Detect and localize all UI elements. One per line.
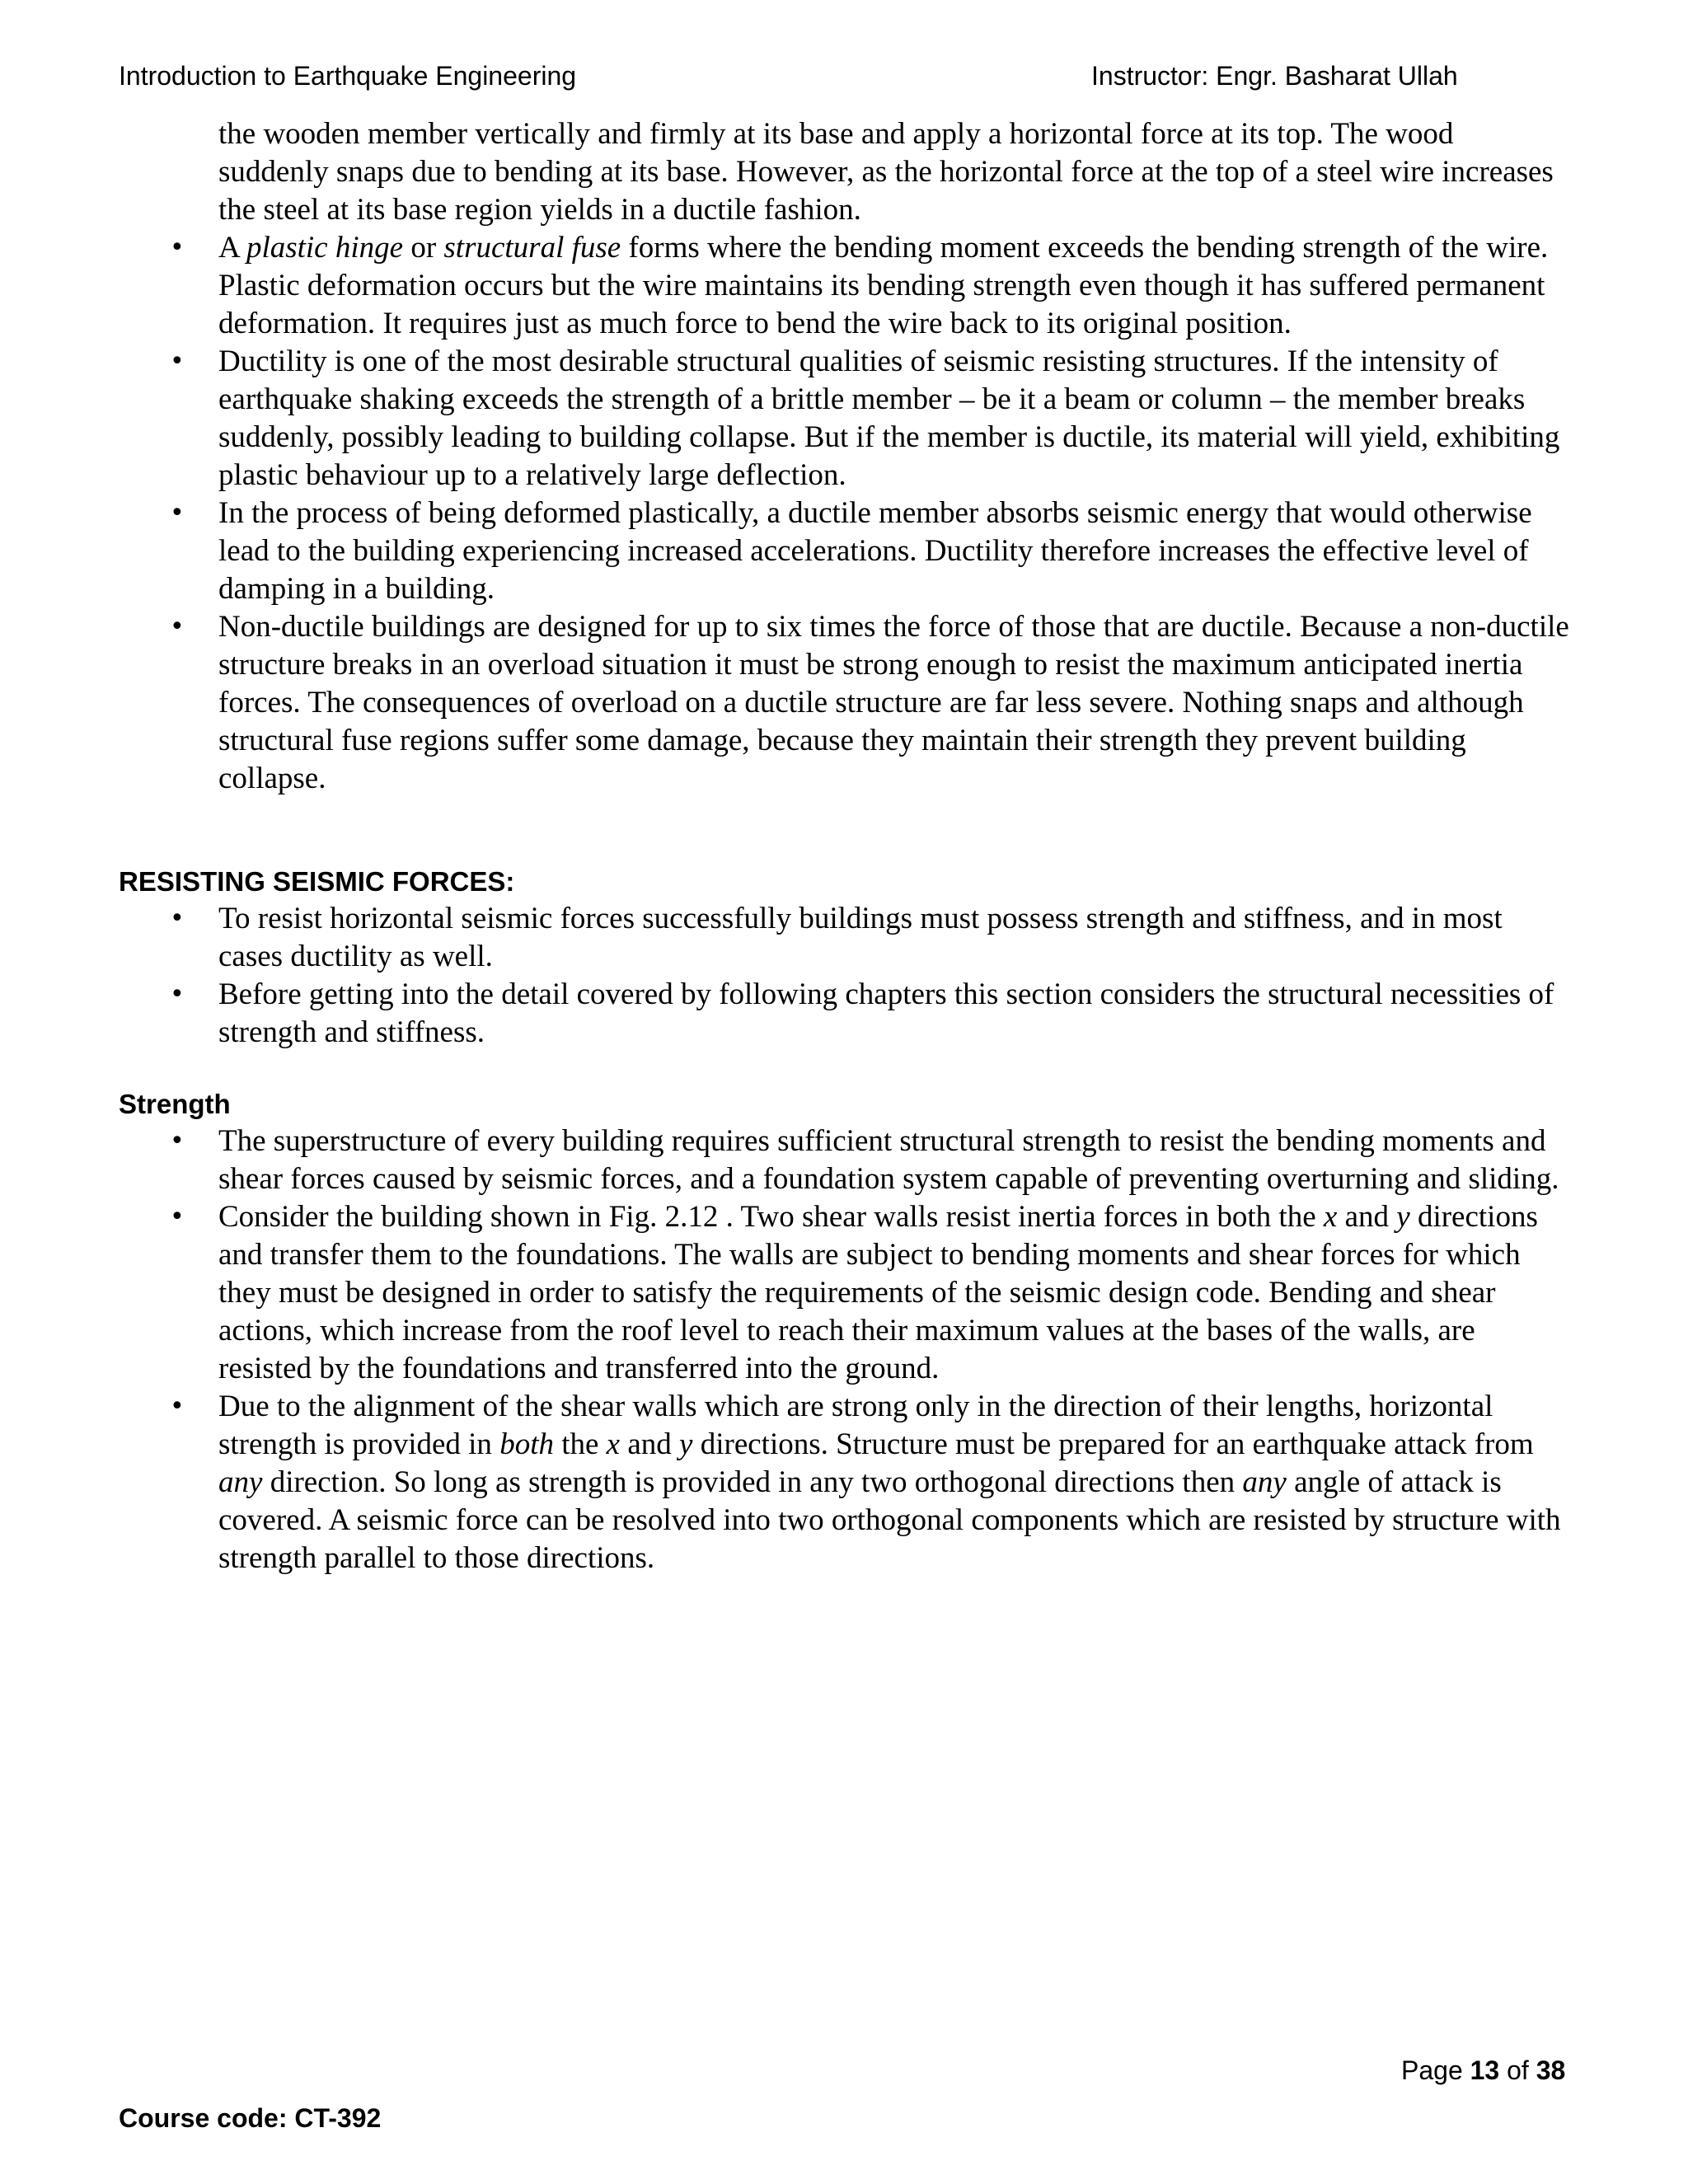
list-item: • Consider the building shown in Fig. 2.12 . Two shear walls resist inertia forces in both the x and y directions and transfer them to the foundations. The walls are subject to bending moments and shear forces for which they must be designed in order to satisfy the requirements of the seismic design code. Bending and shear actions, which increase from the roof level to reach their maximum values at the bases of the walls, are resisted by the foundations and transferred into the ground. (119, 1198, 1569, 1388)
course-title: Introduction to Earthquake Engineering (119, 61, 577, 91)
section-heading-strength: Strength (119, 1089, 231, 1119)
document-body (119, 115, 1569, 1577)
list-item: • A plastic hinge or structural fuse forms where the bending moment exceeds the bending strength of the wire. Plastic deformation occurs but the wire maintains its bending strength even though it has suffered permanent deformation. It requires just as much force to bend the wire back to its original position. (119, 229, 1569, 343)
list-item: • Before getting into the detail covered by following chapters this section considers the structural necessities of strength and stiffness. (119, 976, 1569, 1052)
course-code: Course code: CT-392 (119, 2103, 382, 2133)
current-page: 13 (1470, 2055, 1500, 2085)
page-header (119, 61, 1569, 97)
instructor-name: Instructor: Engr. Basharat Ullah (1091, 61, 1458, 91)
section-heading-resisting-seismic-forces: RESISTING SEISMIC FORCES: (119, 866, 515, 897)
resisting-bullet-list (119, 900, 1569, 1052)
page-number: Page 13 of 38 (1401, 2055, 1566, 2085)
ductility-bullet-list (119, 229, 1569, 798)
list-item: • In the process of being deformed plastically, a ductile member absorbs seismic energy that would otherwise lead to the building experiencing increased accelerations. Ductility therefore increases the effective level of damping in a building. (119, 494, 1569, 608)
plastic-hinge-term: plastic hinge (246, 231, 404, 265)
strength-bullet-list (119, 1122, 1569, 1577)
list-item: • Ductility is one of the most desirable structural qualities of seismic resisting structures. If the intensity of earthquake shaking exceeds the strength of a brittle member – be it a beam or column – the member breaks suddenly, possibly leading to building collapse. But if the member is ductile, its material will yield, exhibiting plastic behaviour up to a relatively large deflection. (119, 343, 1569, 494)
list-item: • To resist horizontal seismic forces successfully buildings must possess strength and stiffness, and in most cases ductility as well. (119, 900, 1569, 976)
continued-paragraph: the wooden member vertically and firmly at its base and apply a horizontal force at its top. The wood suddenly snaps due to bending at its base. However, as the horizontal force at the top of a steel wire increases the steel at its base region yields in a ductile fashion. (218, 117, 1554, 227)
total-pages: 38 (1536, 2055, 1566, 2085)
list-item: • The superstructure of every building requires sufficient structural strength to resist the bending moments and shear forces caused by seismic forces, and a foundation system capable of preventing overturning and sliding. (119, 1122, 1569, 1198)
structural-fuse-term: structural fuse (443, 231, 621, 265)
list-item: • Non-ductile buildings are designed for up to six times the force of those that are ductile. Because a non-ductile structure breaks in an overload situation it must be strong enough to resist the maximum anticipated inertia forces. The consequences of overload on a ductile structure are far less severe. Nothing snaps and although structural fuse regions suffer some damage, because they maintain their strength they prevent building collapse. (119, 608, 1569, 798)
list-item: • Due to the alignment of the shear walls which are strong only in the direction of their lengths, horizontal strength is provided in both the x and y directions. Structure must be prepared for an earthquake attack from any direction. So long as strength is provided in any two orthogonal directions then any angle of attack is covered. A seismic force can be resolved into two orthogonal components which are resisted by structure with strength parallel to those directions. (119, 1388, 1569, 1577)
